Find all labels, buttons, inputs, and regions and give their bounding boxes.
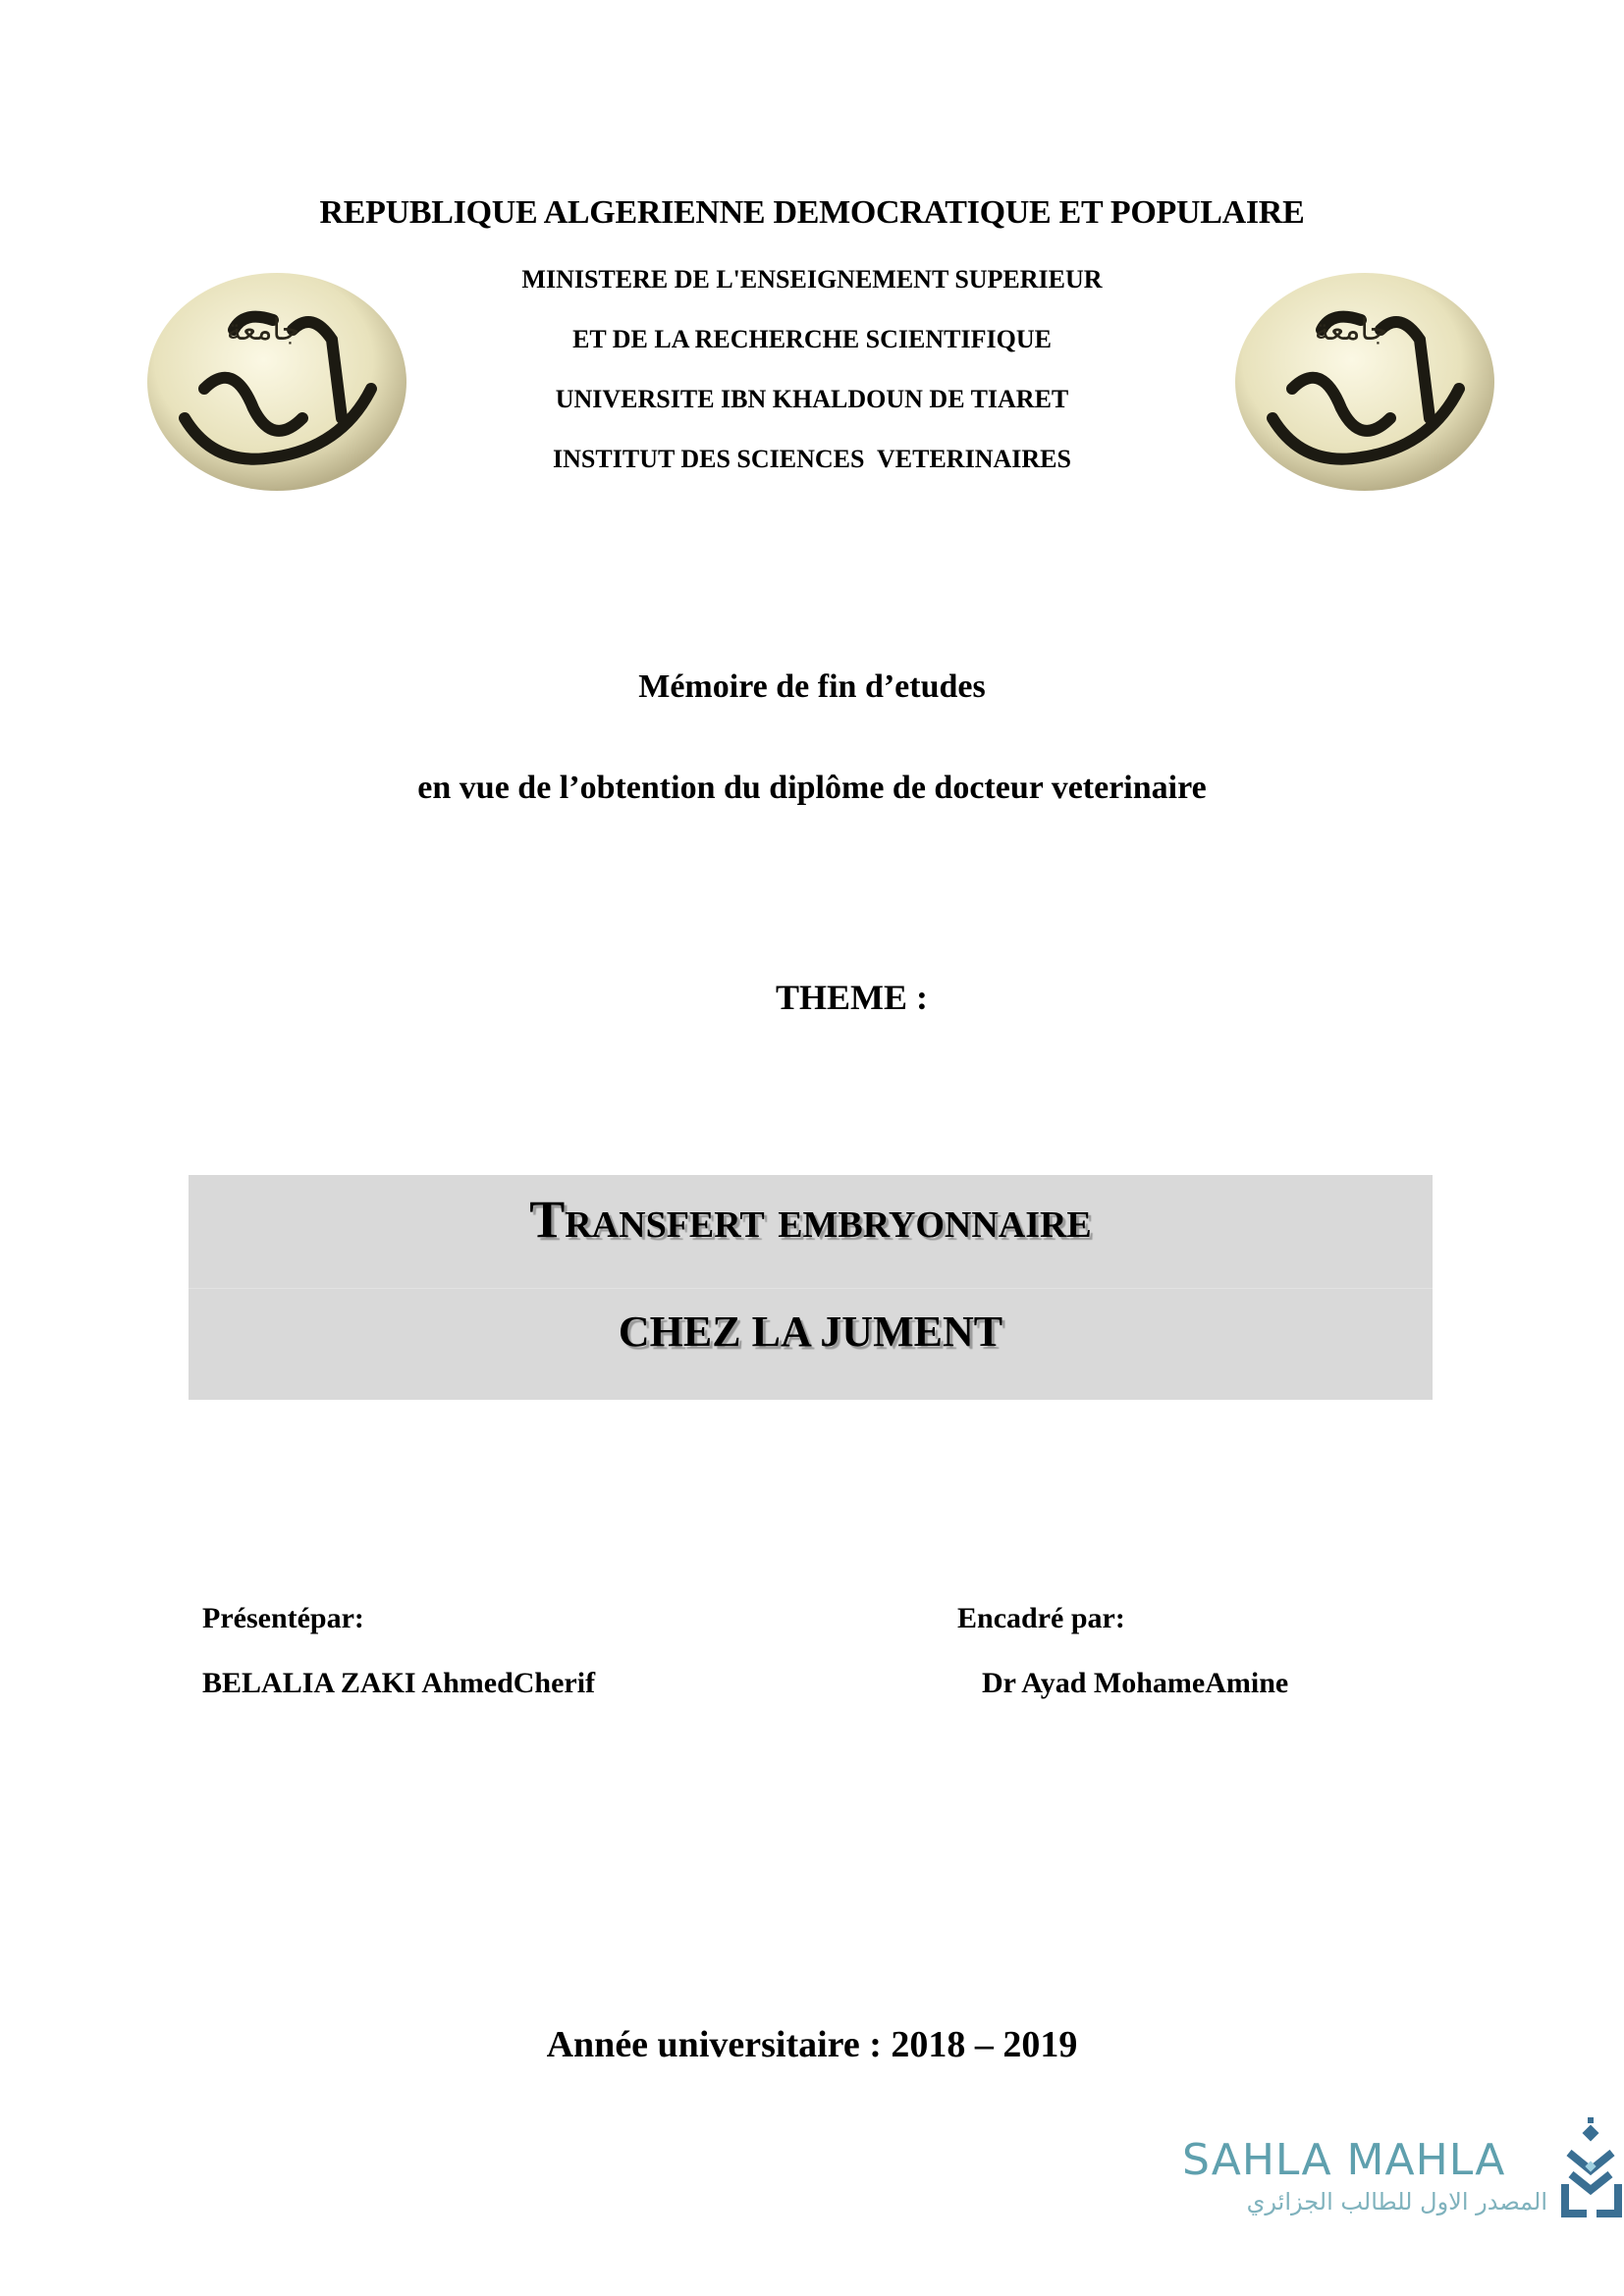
supervised-by-label: Encadré par: (957, 1602, 1125, 1634)
ministry-line-2: ET DE LA RECHERCHE SCIENTIFIQUE (572, 325, 1052, 353)
ministry-line-1: MINISTERE DE L'ENSEIGNEMENT SUPERIEUR (521, 265, 1103, 294)
republic-heading: REPUBLIQUE ALGERIENNE DEMOCRATIQUE ET POPULAIRE (319, 194, 1305, 231)
watermark-brand: SAHLA MAHLA (1182, 2135, 1506, 2185)
student-name: BELALIA ZAKI AhmedCherif (202, 1667, 596, 1699)
thesis-title-line-1: Transfert embryonnaire (529, 1190, 1092, 1249)
university-name: UNIVERSITE IBN KHALDOUN DE TIARET (555, 385, 1069, 413)
university-logo-left (145, 271, 408, 493)
title-box (189, 1175, 1433, 1400)
thesis-type: Mémoire de fin d’etudes (638, 668, 986, 705)
presented-by-label: Présentépar: (202, 1602, 364, 1634)
watermark-tagline: المصدر الاول للطالب الجزائري (1246, 2188, 1547, 2216)
institute-name: INSTITUT DES SCIENCES VETERINAIRES (553, 445, 1071, 473)
thesis-purpose: en vue de l’obtention du diplôme de docteur veterinaire (417, 770, 1207, 806)
svg-text:جامعة: جامعة (1314, 313, 1388, 347)
supervisor-name: Dr Ayad MohameAmine (982, 1667, 1289, 1699)
sahla-mahla-logo-icon (1561, 2115, 1622, 2223)
university-logo-right (1233, 271, 1496, 493)
title-box-divider (189, 1288, 1433, 1289)
thesis-title-line-2: CHEZ LA JUMENT (618, 1308, 1003, 1356)
theme-label: THEME : (776, 978, 929, 1017)
sahla-mahla-watermark (1178, 2115, 1624, 2233)
academic-year: Année universitaire : 2018 – 2019 (546, 2024, 1078, 2065)
svg-text:جامعة: جامعة (226, 313, 300, 347)
